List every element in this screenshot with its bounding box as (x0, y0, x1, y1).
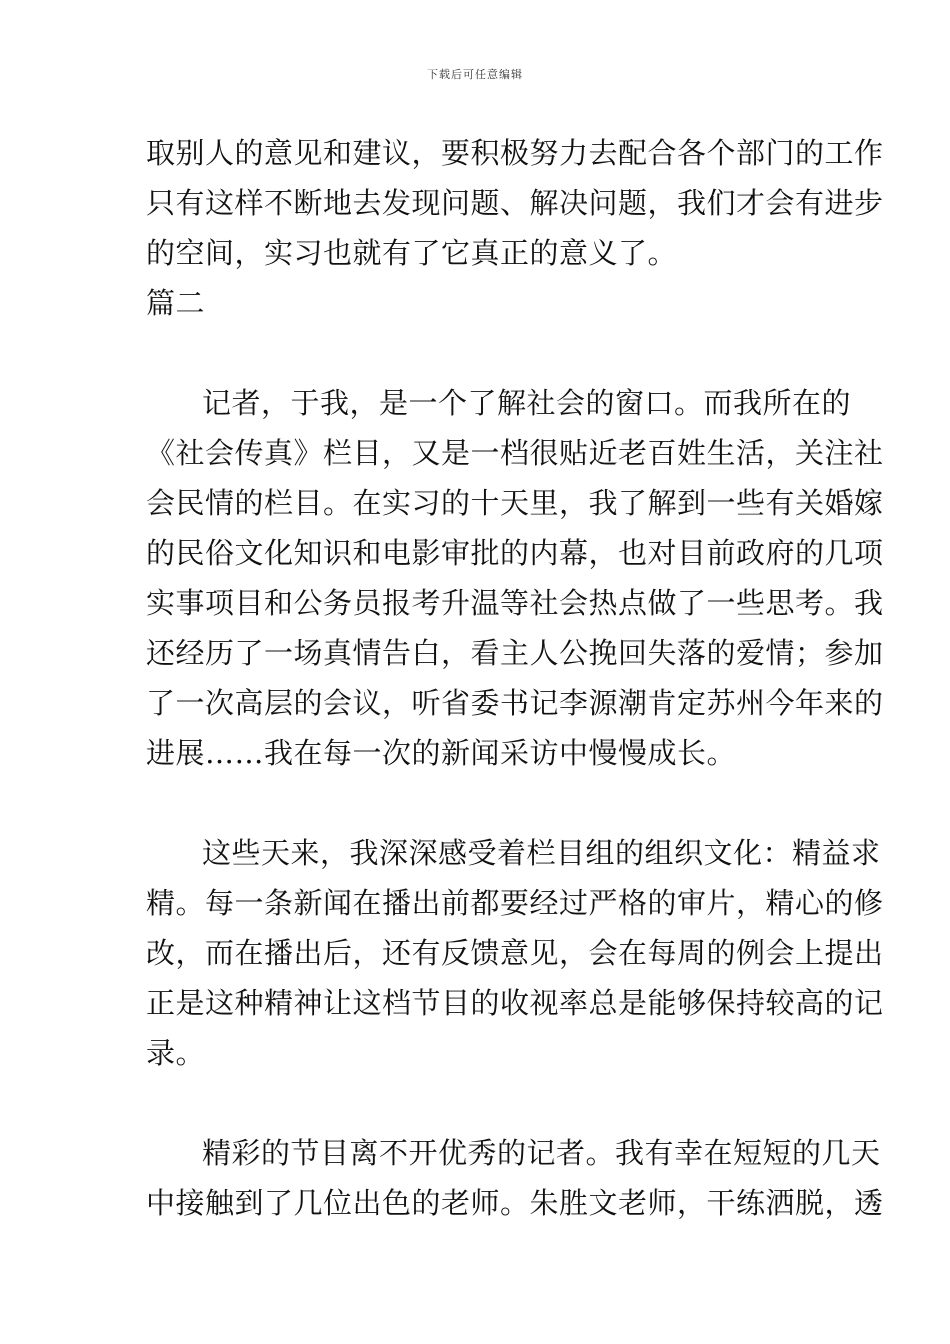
text-line: 了一次高层的会议，听省委书记李源潮肯定苏州今年来的 (146, 686, 884, 720)
paragraph (146, 378, 884, 778)
section-title: 篇二 (146, 286, 206, 320)
text-line: 会民情的栏目。在实习的十天里，我了解到一些有关婚嫁 (146, 486, 884, 520)
text-line: 精。每一条新闻在播出前都要经过严格的审片，精心的修 (146, 886, 884, 920)
paragraph-gap (146, 778, 808, 828)
paragraph-gap (146, 328, 808, 378)
text-line: 进展……我在每一次的新闻采访中慢慢成长。 (146, 736, 737, 770)
paragraph (146, 1128, 884, 1228)
text-line: 记者，于我，是一个了解社会的窗口。而我所在的 (202, 386, 852, 420)
text-line: 还经历了一场真情告白，看主人公挽回失落的爱情；参加 (146, 636, 884, 670)
paragraph (146, 828, 884, 1078)
text-line: 的空间，实习也就有了它真正的意义了。 (146, 236, 678, 270)
text-line: 这些天来，我深深感受着栏目组的组织文化：精益求 (202, 836, 881, 870)
paragraph (146, 128, 884, 278)
text-line: 实事项目和公务员报考升温等社会热点做了一些思考。我 (146, 586, 884, 620)
text-line: 录。 (146, 1036, 206, 1070)
text-line: 《社会传真》栏目，又是一档很贴近老百姓生活，关注社 (146, 436, 884, 470)
paragraph-gap (146, 1078, 808, 1128)
section-heading (146, 278, 808, 328)
text-line: 取别人的意见和建议，要积极努力去配合各个部门的工作 (146, 136, 884, 170)
text-line: 精彩的节目离不开优秀的记者。我有幸在短短的几天 (202, 1136, 881, 1170)
text-line: 改，而在播出后，还有反馈意见，会在每周的例会上提出 (146, 936, 884, 970)
text-line: 中接触到了几位出色的老师。朱胜文老师，干练洒脱，透 (146, 1186, 884, 1220)
page-header: 下载后可任意编辑 (427, 68, 523, 81)
text-line: 的民俗文化知识和电影审批的内幕，也对目前政府的几项 (146, 536, 884, 570)
document-body (146, 128, 884, 1228)
text-line: 正是这种精神让这档节目的收视率总是能够保持较高的记 (146, 986, 884, 1020)
text-line: 只有这样不断地去发现问题、解决问题，我们才会有进步 (146, 186, 884, 220)
